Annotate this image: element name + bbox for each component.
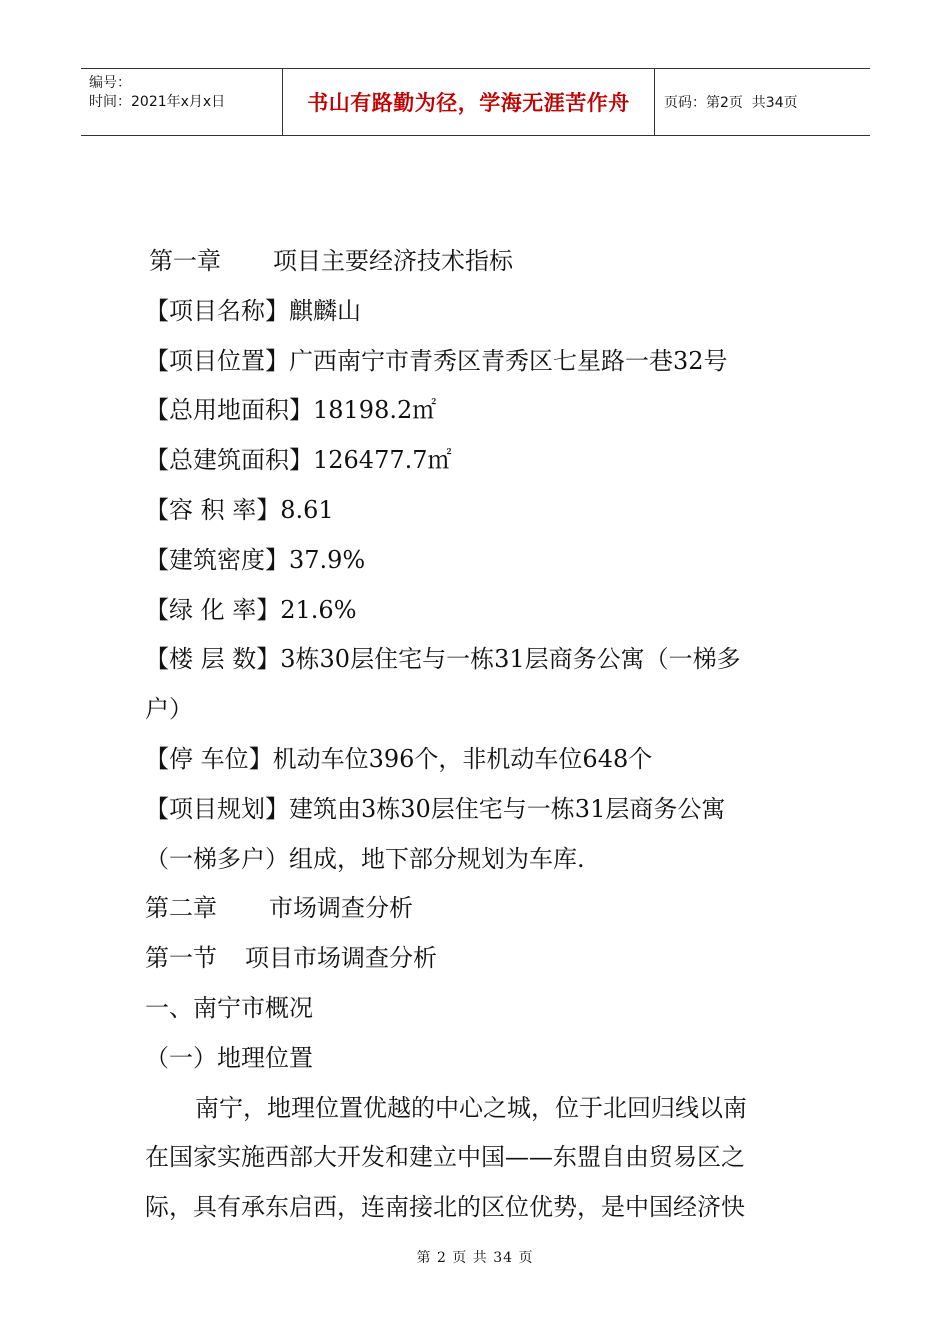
item-land-area: 【总用地面积】18198.2㎡ (145, 396, 437, 425)
item-planning-line-2: （一梯多户）组成，地下部分规划为车库. (145, 844, 585, 873)
item-planning-line-1: 【项目规划】建筑由3栋30层住宅与一栋31层商务公寓 (145, 794, 726, 823)
item-project-name: 【项目名称】麒麟山 (145, 296, 361, 325)
header-page-info-text: 页码：第2页 共34页 (664, 95, 798, 111)
document-body (145, 237, 810, 1233)
chapter-title: 项目主要经济技术指标 (273, 247, 513, 275)
item-floors-line-2: 户） (145, 695, 193, 724)
item-floors-line-1: 【楼 层 数】3栋30层住宅与一栋31层商务公寓（一梯多 (145, 645, 741, 674)
item-plot-ratio: 【容 积 率】8.61 (145, 495, 334, 524)
item-building-density: 【建筑密度】37.9% (145, 545, 366, 574)
header-page-info (655, 69, 870, 135)
section-number: 第一节 (145, 944, 217, 973)
chapter-heading-2 (145, 884, 810, 934)
document-number-label: 编号： (89, 75, 131, 91)
chapter-title-2: 市场调查分析 (269, 894, 413, 923)
item-project-location: 【项目位置】广西南宁市青秀区青秀区七星路一巷32号 (145, 346, 728, 375)
section-title: 项目市场调查分析 (245, 944, 437, 973)
section-heading (145, 934, 810, 984)
subheading-geography: （一）地理位置 (145, 1043, 313, 1072)
page-footer: 第 2 页 共 34 页 (416, 1250, 534, 1266)
item-parking: 【停 车位】机动车位396个，非机动车位648个 (145, 744, 653, 773)
page-header (81, 68, 870, 136)
chapter-number: 第一章 (149, 247, 221, 275)
chapter-number-2: 第二章 (145, 894, 217, 923)
subheading-overview: 一、南宁市概况 (145, 993, 313, 1022)
document-time-label: 时间：2021年x月x日 (89, 94, 226, 110)
paragraph-line-1: 南宁，地理位置优越的中心之城，位于北回归线以南 (195, 1093, 747, 1122)
chapter-heading (145, 237, 810, 287)
paragraph-line-3: 际，具有承东启西，连南接北的区位优势，是中国经济快 (145, 1193, 745, 1222)
item-building-area: 【总建筑面积】126477.7㎡ (145, 446, 452, 475)
item-green-ratio: 【绿 化 率】21.6% (145, 595, 357, 624)
header-motto: 书山有路勤为径，学海无涯苦作舟 (282, 69, 655, 135)
header-meta (81, 69, 282, 135)
paragraph-line-2: 在国家实施西部大开发和建立中国——东盟自由贸易区之 (145, 1143, 745, 1172)
